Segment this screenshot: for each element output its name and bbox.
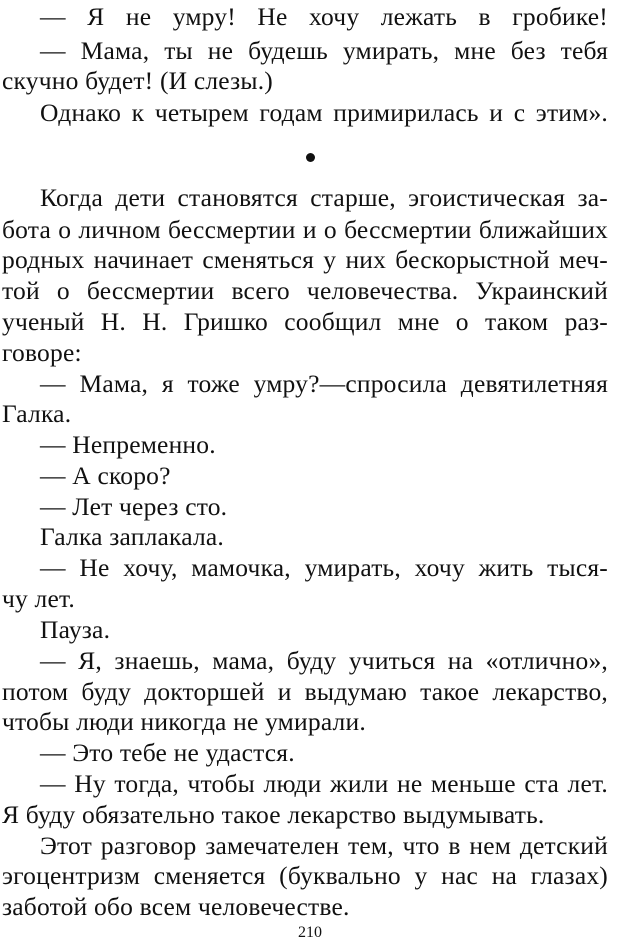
text-line: говоре: [2,338,82,367]
text-line: родных начинает сменяться у них бескорыстной меч- [2,245,608,274]
section-separator-dot [306,153,315,162]
text-line: Я буду обязательно такое лекарство выдумывать. [2,800,545,829]
text-line: — Это тебе не удастся. [40,738,295,767]
text-line: Однако к четырем годам примирилась и с этим». [40,98,608,127]
text-line: Когда дети становятся старше, эгоистическая за- [40,183,608,212]
text-line: эгоцентризм сменяется (буквально у нас на глазах) [2,861,608,890]
text-line: — Я, знаешь, мама, буду учиться на «отлично», [40,646,608,675]
text-line: — А скоро? [40,461,171,490]
text-line: чтобы люди никогда не умирали. [2,707,366,736]
text-line: — Мама, ты не будешь умирать, мне без тебя [40,36,608,65]
text-line: Этот разговор замечателен тем, что в нем детский [40,831,608,860]
text-line: ученый Н. Н. Гришко сообщил мне о таком раз- [2,307,608,336]
text-line: — Лет через сто. [40,492,228,521]
text-line: бота о личном бессмертии и о бессмертии ближайших [2,215,608,244]
text-line: скучно будет! (И слезы.) [2,66,273,95]
text-line: Галка заплакала. [40,522,224,551]
page-number: 210 [298,924,322,941]
text-line: Галка. [2,399,72,428]
text-line: заботой обо всем человечестве. [2,892,350,921]
text-line: той о бессмертии всего человечества. Украинский [2,276,608,305]
text-line: — Не хочу, мамочка, умирать, хочу жить тыся- [40,553,608,582]
text-line: потом буду докторшей и выдумаю такое лекарство, [2,677,608,706]
text-line: — Я не умру! Не хочу лежать в гробике! [40,2,608,31]
text-line: — Непременно. [40,430,216,459]
text-line: Пауза. [40,615,111,644]
text-line: — Ну тогда, чтобы люди жили не меньше ста лет. [40,769,608,798]
text-line: чу лет. [2,584,75,613]
text-line: — Мама, я тоже умру?—спросила девятилетняя [40,369,608,398]
